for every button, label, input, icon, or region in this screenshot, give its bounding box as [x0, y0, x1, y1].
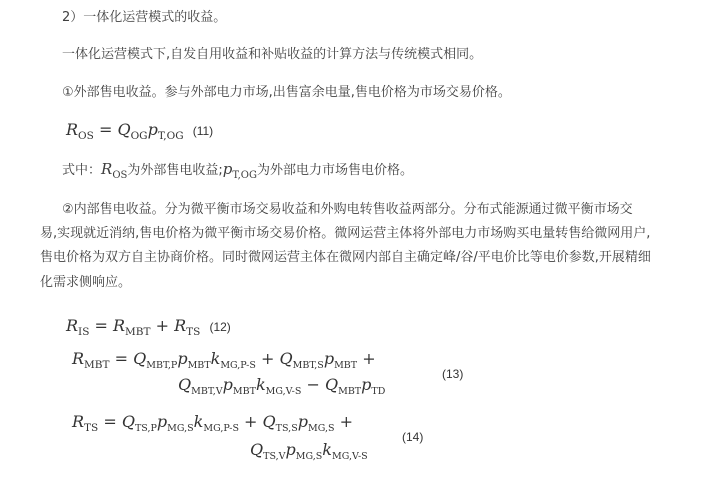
equation-12: $R_{IS} = R_{MBT} + R_{TS}$ (12) — [66, 316, 231, 338]
paragraph-internal-line-3: 售电价格为双方自主协商价格。同时微网运营主体在微网内部自主确定峰/谷/平电价比等电价参数,开展精细 — [40, 250, 651, 265]
paragraph-external-sales: ①外部售电收益。参与外部电力市场,出售富余电量,售电价格为市场交易价格。 — [62, 85, 511, 100]
equation-number: (11) — [192, 124, 214, 138]
paragraph-definitions: 式中：$R_{OS}$为外部售电收益$;p_{T,OG}$为外部电力市场售电价格。 — [62, 160, 413, 181]
section-heading: 2）一体化运营模式的收益。 — [62, 10, 227, 25]
paragraph-internal-line-4: 化需求侧响应。 — [40, 275, 132, 290]
equation-14-line-2: $Q_{TS,V}p_{MG,S}k_{MG,V-S}$ — [250, 440, 368, 462]
equation-13-line-1: $R_{MBT} = Q_{MBT,P}p_{MBT}k_{MG,P-S} + Q_{MBT,S}p_{MBT}$ + — [72, 349, 376, 371]
paragraph-internal-line-1: ②内部售电收益。分为微平衡市场交易收益和外购电转售收益两部分。分布式能源通过微平衡市场交 — [62, 202, 633, 217]
equation-13-line-2: $Q_{MBT,V}p_{MBT}k_{MG,V-S} - Q_{MBT}p_{TD}$ — [178, 375, 386, 397]
equation-number: (12) — [209, 320, 231, 334]
paragraph-internal-line-2: 易,实现就近消纳,售电价格为微平衡市场交易价格。微网运营主体将外部电力市场购买电量转售给微网用户, — [40, 226, 651, 241]
equation-number: (13) — [442, 367, 464, 381]
equation-number: (14) — [402, 430, 424, 444]
equation-11: $R_{OS} = Q_{OG}p_{T,OG}$ (11) — [66, 120, 214, 142]
paragraph-method: 一体化运营模式下,自发自用收益和补贴收益的计算方法与传统模式相同。 — [62, 47, 483, 62]
equation-14-line-1: $R_{TS} = Q_{TS,P}p_{MG,S}k_{MG,P-S} + Q_{TS,S}p_{MG,S}$ + — [72, 412, 353, 434]
